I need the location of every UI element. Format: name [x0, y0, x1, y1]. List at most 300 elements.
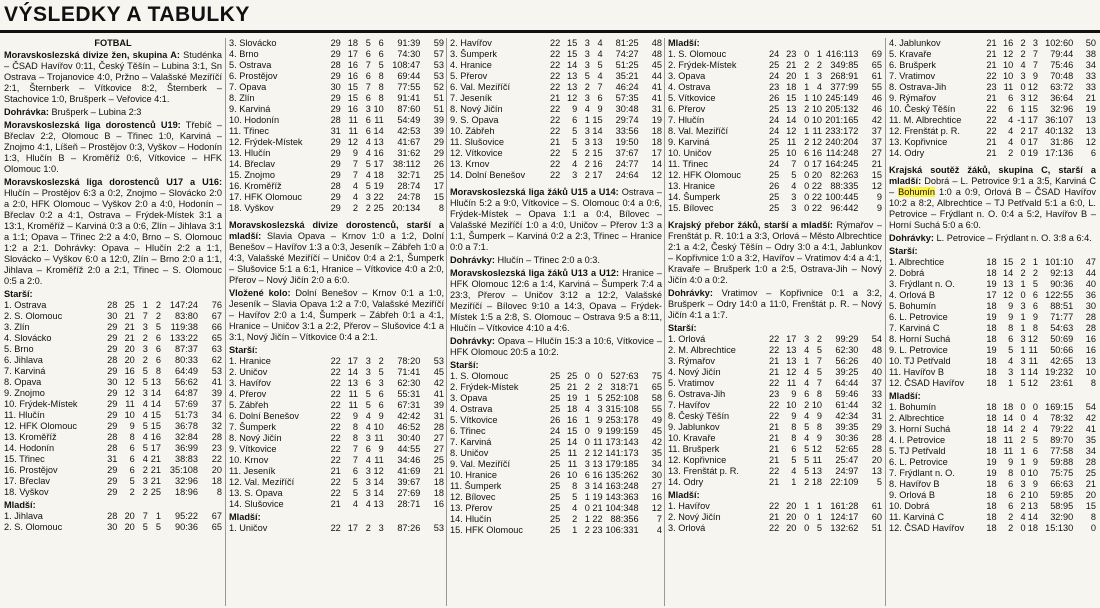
matches-played: 22 — [986, 71, 997, 81]
draws: 4 — [804, 378, 810, 388]
draws: 0 — [1020, 148, 1026, 158]
table-row — [229, 60, 444, 71]
score: 79:22 — [1050, 424, 1074, 434]
team-name: 2. Frýdek-Místek — [668, 60, 737, 70]
wins: 20 — [124, 355, 135, 365]
wins: 11 — [567, 448, 578, 458]
losses: 11 — [593, 437, 603, 447]
losses: 3 — [378, 378, 384, 388]
matches-played: 22 — [550, 38, 561, 48]
losses: 22 — [811, 192, 823, 202]
draws: 3 — [142, 344, 148, 354]
score: 124:17 — [830, 512, 859, 522]
score: 32:96 — [1050, 104, 1074, 114]
matches-played: 21 — [769, 433, 780, 443]
score: 135:262 — [605, 470, 639, 480]
draws: 0 — [804, 203, 810, 213]
team-name: 16. Kroměříž — [229, 181, 282, 191]
draws: 0 — [804, 181, 810, 191]
wins: 4 — [572, 159, 578, 169]
matches-played: 23 — [769, 82, 780, 92]
points: 63 — [211, 344, 222, 354]
draws: 5 — [365, 159, 371, 169]
wins: 15 — [786, 93, 797, 103]
matches-played: 22 — [769, 345, 780, 355]
team-name: 12. Val. Meziříčí — [229, 477, 295, 487]
wins: 11 — [1003, 82, 1014, 92]
points: 48 — [651, 38, 662, 48]
losses: 2 — [155, 311, 161, 321]
points: 55 — [871, 82, 882, 92]
matches-played: 19 — [986, 468, 997, 478]
wins: 12 — [786, 126, 797, 136]
results-text: Rýmařov – Frenštát p. R. 10:1 a 3:3, Orlová – Město Albrechtice 2:1 a 4:2, Český Těšín – Odry 3:0 a 4:1, Jablunkov – Kopřivnice 1:0 a 3:2, Havířov – Vratimov 4:4 a 4:1, Kravaře – Brušperk 1:0 a 2:5, Ostrava-Jih – Nový Jičín 4:0 a 0:2. — [668, 220, 882, 285]
points: 8 — [1090, 378, 1096, 388]
score: 39:25 — [835, 367, 859, 377]
score: 30:40 — [397, 433, 421, 443]
matches-played: 21 — [769, 444, 780, 454]
table-row — [668, 82, 882, 93]
draws: 0 — [1020, 290, 1026, 300]
wins: 6 — [1008, 93, 1014, 103]
team-name: 7. Vratimov — [889, 71, 936, 81]
losses: 8 — [1032, 323, 1038, 333]
matches-played: 18 — [986, 501, 997, 511]
points: 15 — [1085, 501, 1096, 511]
wins: 1 — [572, 525, 578, 535]
losses: 4 — [597, 38, 603, 48]
points: 4 — [656, 525, 662, 535]
table-row — [668, 181, 882, 192]
score: 81:25 — [615, 38, 639, 48]
table-row — [229, 148, 444, 159]
points: 31 — [651, 104, 662, 114]
points: 35 — [1085, 435, 1096, 445]
table-row — [889, 268, 1096, 279]
table-row — [889, 378, 1096, 389]
matches-played: 29 — [330, 192, 341, 202]
team-name: 3. Horní Suchá — [889, 424, 951, 434]
team-name: 12. Vítkovice — [450, 148, 503, 158]
wins: 9 — [791, 411, 797, 421]
score: 90:36 — [175, 522, 198, 532]
draws: 1 — [1020, 367, 1026, 377]
team-name: 11. Karviná C — [889, 512, 944, 522]
wins: 25 — [566, 371, 578, 381]
losses: 3 — [378, 523, 384, 533]
score: 41:67 — [397, 137, 421, 147]
table-row — [229, 137, 444, 148]
table-row — [450, 38, 662, 49]
score: 173:143 — [605, 437, 639, 447]
points: 28 — [433, 422, 444, 432]
team-name: 12. ČSAD Havířov — [889, 378, 965, 388]
standings-table — [4, 300, 222, 498]
score: 253:178 — [605, 415, 639, 425]
matches-played: 18 — [986, 446, 997, 456]
score: 51:25 — [615, 60, 639, 70]
losses: 15 — [592, 148, 603, 158]
draws: 2 — [1020, 49, 1026, 59]
losses: 16 — [592, 470, 603, 480]
team-name: 1. Bohumín — [889, 402, 936, 412]
losses: 2 — [816, 334, 823, 344]
matches-played: 22 — [986, 104, 997, 114]
table-row — [4, 388, 222, 399]
team-name: 8. Havířov B — [889, 479, 940, 489]
points: 13 — [1085, 356, 1096, 366]
losses: 13 — [1027, 501, 1038, 511]
matches-played: 21 — [986, 93, 997, 103]
wins: 11 — [348, 389, 358, 399]
dohravky-label: Dohrávky: — [450, 255, 495, 265]
table-row — [889, 126, 1096, 137]
losses: 14 — [592, 481, 603, 491]
table-row — [668, 523, 882, 534]
draws: 3 — [365, 466, 371, 476]
draws: 0 — [1020, 468, 1026, 478]
matches-played: 29 — [107, 465, 118, 475]
team-name: 13. Krnov — [450, 159, 490, 169]
score: 349:85 — [830, 60, 859, 70]
table-row — [4, 333, 222, 344]
losses: 10 — [1027, 490, 1038, 500]
matches-played: 22 — [330, 433, 341, 443]
wins: 3 — [1008, 367, 1014, 377]
wins: 11 — [125, 399, 135, 409]
score: 28:71 — [397, 499, 421, 509]
column-divider — [446, 38, 447, 606]
draws: 4 — [1020, 512, 1026, 522]
team-name: 1. S. Olomouc — [668, 49, 727, 59]
table-label: Starší: — [4, 289, 33, 299]
points: 25 — [1085, 468, 1096, 478]
matches-played: 29 — [107, 388, 118, 398]
draws: 1 — [1020, 279, 1026, 289]
losses: 3 — [1032, 38, 1038, 48]
table-row — [668, 501, 882, 512]
wins: 18 — [786, 82, 797, 92]
losses: 12 — [811, 444, 823, 454]
draws: 6 — [365, 71, 371, 81]
matches-played: 22 — [550, 60, 561, 70]
losses: 8 — [378, 82, 384, 92]
losses: 4 — [816, 82, 823, 92]
matches-played: 29 — [330, 159, 341, 169]
draws: 1 — [804, 356, 810, 366]
table-row — [229, 455, 444, 466]
table-row — [450, 448, 662, 459]
draws: 3 — [142, 476, 148, 486]
wins: 18 — [566, 404, 578, 414]
matches-played: 21 — [550, 93, 561, 103]
matches-played: 25 — [550, 503, 561, 513]
draws: 5 — [804, 466, 810, 476]
draws: 0 — [584, 371, 590, 381]
title-rule — [0, 30, 1100, 33]
table-row — [889, 468, 1096, 479]
team-name: 9. Karviná — [668, 137, 710, 147]
wins: 12 — [566, 93, 578, 103]
team-name: 10. Krnov — [229, 455, 269, 465]
team-name: 2. Nový Jičín — [668, 512, 721, 522]
wins: 13 — [786, 356, 797, 366]
score: 50:69 — [1050, 334, 1074, 344]
points: 25 — [433, 455, 444, 465]
results-text: Brušperk – Lubina 2:3 — [48, 107, 142, 117]
wins: 8 — [129, 432, 135, 442]
losses: 9 — [597, 426, 603, 436]
table-row — [889, 60, 1096, 71]
table-row — [668, 512, 882, 523]
draws: 6 — [804, 389, 810, 399]
matches-played: 29 — [330, 148, 341, 158]
wins: 11 — [348, 400, 358, 410]
team-name: 14. Dolní Benešov — [450, 170, 526, 180]
score: 32:84 — [175, 432, 198, 442]
wins: 6 — [1008, 490, 1014, 500]
column-divider — [885, 38, 886, 606]
wins: 5 — [352, 477, 358, 487]
draws: 1 — [804, 501, 810, 511]
points: 13 — [1085, 115, 1096, 125]
score: 161:28 — [830, 501, 859, 511]
team-name: 8. Nový Jičín — [450, 104, 503, 114]
points: 8 — [438, 203, 444, 213]
competition-name: Moravskoslezská divize dorostenců, starší a mladší: — [229, 220, 444, 241]
points: 75 — [651, 371, 662, 381]
team-name: 13. Hranice — [668, 181, 715, 191]
draws: 6 — [365, 93, 371, 103]
team-name: 13. Kopřivnice — [889, 137, 948, 147]
matches-played: 22 — [550, 49, 561, 59]
draws: 1 — [584, 393, 590, 403]
score: 92:13 — [1050, 268, 1074, 278]
draws: 5 — [142, 522, 148, 532]
points: 35 — [651, 448, 662, 458]
score: 62:30 — [835, 345, 859, 355]
draws: 4 — [584, 404, 590, 414]
matches-played: 21 — [986, 38, 997, 48]
points: 61 — [871, 71, 882, 81]
points: 40 — [1085, 279, 1096, 289]
score: 37:67 — [615, 148, 639, 158]
score: 57:69 — [175, 399, 198, 409]
matches-played: 30 — [330, 82, 341, 92]
table-row — [668, 148, 882, 159]
team-name: 7. Frýdlant n. O. — [889, 468, 955, 478]
wins: 6 — [572, 115, 578, 125]
matches-played: 21 — [986, 148, 997, 158]
matches-played: 22 — [550, 170, 561, 180]
points: 52 — [433, 82, 444, 92]
wins: 6 — [1008, 334, 1014, 344]
score: 82:263 — [830, 170, 859, 180]
results-text: Hlučín – Prostějov 6:3 a 0:2, Znojmo – Slovácko 2:0 a 2:0, HFK Olomouc – Vyškov 2:0 a 4:0, Hodonín – Břeclav 0:2 a 4:1, Ostrava – Frýdek-Místek 3:1 a 13:1, Kroměříž – Karviná 0:3 a 0:6, Zlín – Jihlava 3:1 a 1:1; Opava – Třinec 2:2 a 4:0, Brno – S. Olomouc 1:2 a 2:1. — [4, 188, 222, 253]
table-row — [450, 49, 662, 60]
draws: 1 — [1020, 446, 1026, 456]
draws: 0 — [1020, 523, 1026, 533]
points: 66 — [211, 322, 222, 332]
table-label: Starší: — [450, 360, 479, 370]
score: 77:55 — [397, 82, 421, 92]
table-row — [889, 323, 1096, 334]
score: 54:49 — [397, 115, 421, 125]
wins: 15 — [566, 38, 578, 48]
losses: 7 — [816, 356, 823, 366]
draws: 2 — [142, 465, 148, 475]
matches-played: 22 — [330, 378, 341, 388]
points: 65 — [871, 60, 882, 70]
matches-played: 29 — [107, 344, 118, 354]
table-row — [229, 93, 444, 104]
matches-played: 29 — [107, 410, 118, 420]
score: 54:63 — [1050, 323, 1074, 333]
score: 34:46 — [397, 455, 421, 465]
losses: 13 — [592, 137, 603, 147]
results-text: Opava – Hlučín 2:2 a 1:1, Slovácko – Vyškov 6:0 a 12:0, Zlín – Brno 2:0 a 1:1, Jihlava – Kroměříž 2:0 a 2:1, Třinec – S. Olomouc 0:5 a 2:0. — [4, 243, 222, 286]
score: 18:96 — [175, 487, 198, 497]
matches-played: 22 — [330, 523, 341, 533]
draws: 1 — [584, 415, 590, 425]
draws: 1 — [584, 492, 590, 502]
points: 58 — [651, 393, 662, 403]
score: 169:15 — [1045, 402, 1074, 412]
score: 35:108 — [169, 465, 198, 475]
draws: 3 — [584, 49, 590, 59]
points: 42 — [1085, 413, 1096, 423]
draws: 1 — [1020, 104, 1026, 114]
results-text: Hranice – HFK Olomouc 12:6 a 1:4, Karviná – Šumperk 7:4 a 23:3, Přerov – Uničov 3:12 a 12:2, Valašské Meziříčí – Bílovec 9:10 a 14:3, Opava – Frýdek-Místek 1:5 a 2:8, S. Olomouc – Ostrava 9:5 a 8:11, Hlučín – Vítkovice 4:10 a 4:6. — [450, 268, 662, 333]
losses: 4 — [597, 71, 603, 81]
matches-played: 25 — [769, 148, 780, 158]
team-name: 16. Prostějov — [4, 465, 58, 475]
column-3 — [450, 38, 662, 606]
wins: 11 — [567, 459, 578, 469]
team-name: 4. Slovácko — [4, 333, 52, 343]
points: 60 — [871, 512, 882, 522]
losses: 8 — [816, 422, 823, 432]
matches-played: 25 — [550, 525, 561, 535]
wins: 8 — [1008, 468, 1014, 478]
table-row — [668, 334, 882, 345]
points: 62 — [211, 355, 222, 365]
team-name: 10. Hranice — [450, 470, 497, 480]
result-paragraph — [4, 50, 222, 105]
losses: 1 — [155, 511, 161, 521]
wins: 12 — [1002, 290, 1014, 300]
score: 28:74 — [397, 181, 421, 191]
points: 41 — [651, 82, 662, 92]
points: 22 — [211, 454, 222, 464]
matches-played: 31 — [107, 454, 118, 464]
points: 51 — [433, 93, 444, 103]
competition-name: Moravskoslezská divize žen, skupina A: — [4, 50, 180, 60]
losses: 15 — [1027, 104, 1038, 114]
draws: 2 — [1020, 490, 1026, 500]
points: 16 — [433, 499, 444, 509]
matches-played: 25 — [550, 481, 561, 491]
results-text: L. Petrovice – Frýdlant n. O. 3:8 a 6:4. — [933, 233, 1092, 243]
team-name: 12. Kopřivnice — [668, 455, 727, 465]
score: 88:335 — [830, 181, 859, 191]
team-name: 12. Frenštát p. R. — [889, 126, 960, 136]
matches-played: 25 — [550, 382, 561, 392]
score: 55:31 — [397, 389, 421, 399]
points: 28 — [211, 432, 222, 442]
draws: 2 — [804, 137, 810, 147]
score: 122:55 — [1045, 290, 1074, 300]
losses: 9 — [1032, 71, 1038, 81]
results-text: Studénka – ČSAD Havířov 0:11, Český Těšín – Lubina 3:1, Sn Ostrava – Trojanovice 4:0, Pržno – Valašské Meziříčí 2:1, Šternberk – Vítkovice 8:2, Šternberk – Stachovice 1:0, Brušperk – Veřovice 4:1. — [4, 50, 222, 104]
draws: 4 — [365, 137, 371, 147]
draws: 2 — [804, 400, 810, 410]
matches-played: 28 — [107, 443, 118, 453]
draws: 3 — [365, 104, 371, 114]
wins: 16 — [347, 60, 358, 70]
draws: 2 — [1020, 126, 1026, 136]
losses: 0 — [1032, 402, 1038, 412]
score: 101:10 — [1045, 257, 1074, 267]
team-name: 8. Český Těšín — [668, 411, 730, 421]
points: 33 — [1085, 71, 1096, 81]
draws: 7 — [142, 311, 148, 321]
score: 90:36 — [1050, 279, 1074, 289]
table-row — [668, 126, 882, 137]
wins: 15 — [1002, 257, 1014, 267]
draws: 0 — [804, 523, 810, 533]
draws: 0 — [804, 49, 810, 59]
draws: 4 — [804, 411, 810, 421]
table-row — [450, 371, 662, 382]
points: 41 — [211, 377, 222, 387]
points: 21 — [1085, 93, 1096, 103]
losses: 9 — [816, 411, 823, 421]
points: 53 — [211, 366, 222, 376]
draws: 2 — [1020, 38, 1026, 48]
score: 58:95 — [1050, 501, 1074, 511]
wins: 9 — [352, 411, 358, 421]
standings-table — [229, 38, 444, 214]
losses: 10 — [373, 422, 384, 432]
wins: 11 — [1003, 435, 1014, 445]
points: 45 — [651, 60, 662, 70]
result-paragraph — [668, 220, 882, 286]
wins: 5 — [572, 126, 578, 136]
points: 53 — [433, 523, 444, 533]
losses: 8 — [816, 389, 823, 399]
matches-played: 22 — [330, 389, 341, 399]
wins: 17 — [786, 334, 797, 344]
table-row — [668, 203, 882, 214]
wins: 7 — [791, 159, 797, 169]
points: 39 — [211, 388, 222, 398]
score: 20:134 — [392, 203, 421, 213]
matches-played: 21 — [986, 137, 997, 147]
losses: 3 — [816, 71, 823, 81]
draws: 2 — [1020, 257, 1026, 267]
matches-played: 18 — [986, 334, 997, 344]
points: 21 — [871, 159, 882, 169]
points: 15 — [433, 192, 444, 202]
losses: 12 — [1027, 93, 1038, 103]
table-row — [889, 148, 1096, 159]
draws: 0 — [804, 115, 810, 125]
table-row — [889, 71, 1096, 82]
draws: 6 — [365, 378, 371, 388]
table-label: Starší: — [668, 323, 697, 333]
score: 19:232 — [1045, 367, 1074, 377]
